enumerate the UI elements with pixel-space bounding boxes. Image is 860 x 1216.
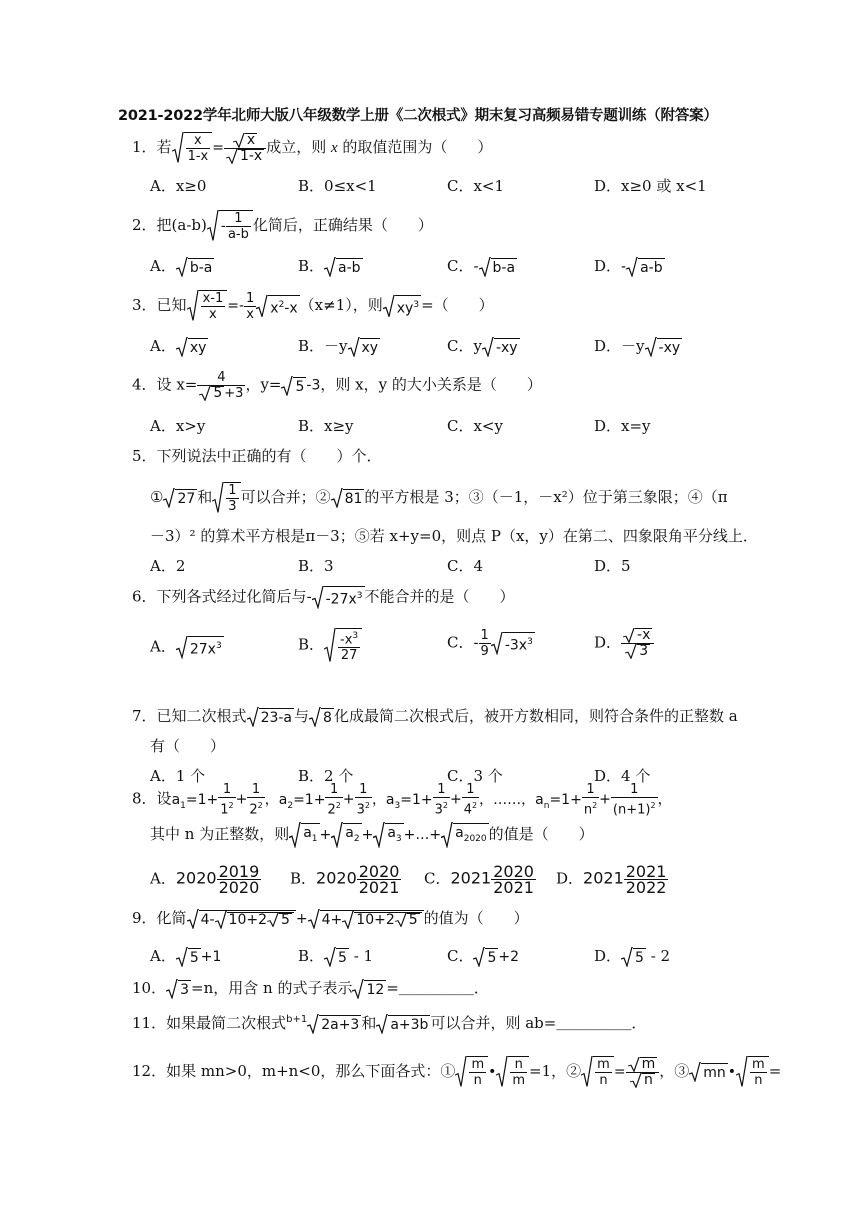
- question-text: 已知: [156, 296, 187, 314]
- question-text: 化简: [156, 909, 187, 927]
- document-title: 2021-2022学年北师大版八年级数学上册《二次根式》期末复习高频易错专题训练（附答案）: [118, 108, 718, 124]
- question-text: 化成最简二次根式后，被开方数相同，则符合条件的正整数 a: [333, 707, 738, 725]
- option-c[interactable]: C．2021 $\frac{2020}{2021}$: [424, 862, 534, 897]
- option-b[interactable]: B．2 个: [298, 767, 354, 785]
- option-b[interactable]: B． $\frac{-x^3}{27}$: [298, 628, 362, 663]
- question-number: 5．: [132, 447, 157, 465]
- option-a[interactable]: A．x≥0: [150, 177, 207, 195]
- option-b[interactable]: B． 5 - 1: [298, 947, 374, 966]
- question-1: 1．若 $\frac{x}{1-x}$ = $\frac{x}{1-x}$ 成立，则 x 的取值范围为（ ）: [132, 131, 493, 164]
- variable: x: [330, 140, 338, 156]
- option-b[interactable]: B．3: [298, 557, 334, 575]
- option-b[interactable]: B．－y xy: [298, 337, 379, 356]
- sqrt-expression: $\frac{x-1}{x}$: [187, 290, 228, 322]
- option-c[interactable]: C． 5 +2: [447, 947, 520, 966]
- option-a[interactable]: A． xy: [150, 337, 207, 356]
- question-number: 2．: [132, 216, 157, 234]
- question-text: 其中 n 为正整数，则: [150, 824, 290, 843]
- question-text: 设 x=: [156, 375, 198, 394]
- option-a[interactable]: A．2020 $\frac{2019}{2020}$: [150, 862, 260, 897]
- question-text: 成立，则: [266, 138, 331, 156]
- question-12: 12．如果 mn>0，m+n<0，那么下面各式：① $\frac{m}{n}$ • $\frac{n}{m}$ =1，② $\frac{m}{n}$ = $\frac{m}{n}$ ，③ mn • $\frac{m}{n}$ =: [132, 1055, 782, 1088]
- option-d[interactable]: D． $\frac{-x}{3}$: [594, 628, 654, 659]
- option-b[interactable]: B． a-b: [298, 257, 361, 276]
- option-c[interactable]: C．- $\frac{1}{9}$ $-3x^3$: [447, 628, 533, 659]
- question-text: 若: [156, 138, 172, 156]
- question-text: 下列各式经过化简后与: [156, 587, 307, 606]
- question-text: 把(a-b): [156, 216, 207, 234]
- question-number: 8．: [132, 789, 157, 808]
- answer-blank[interactable]: =＿＿＿＿＿．: [386, 979, 489, 997]
- question-text: 可以合并，则 ab=＿＿＿＿＿．: [430, 1014, 647, 1032]
- option-d[interactable]: D．5: [594, 557, 631, 575]
- question-5: [132, 446, 382, 466]
- question-number: 12．: [132, 1062, 167, 1080]
- question-number: 4．: [132, 375, 157, 394]
- option-c[interactable]: C．- b-a: [447, 257, 516, 276]
- option-a[interactable]: A． b-a: [150, 257, 213, 276]
- question-text: 如果最简二次根式: [166, 1014, 287, 1032]
- question-4: 4．设 x= $\frac{4}{5 +3}$ ，y= 5 -3，则 x，y 的大小关系是（ ）: [132, 370, 542, 401]
- question-text: ，则 x，y 的大小关系是（ ）: [320, 375, 542, 394]
- question-8: 8．设$a_1=1+$ $\frac{1}{1^2}$ + $\frac{1}{2^2}$ ，$a_2=1+$ $\frac{1}{2^2}$ + $\frac{1}{3^2}$ ，$a_3=1+$ $\frac{1}{3^2}$ + $\frac{1}{4^2}$ ，……，$a_n=1+$ $\frac{1}{n^2}$ + $\frac{1}{(n+1)^2}$ ，: [132, 782, 673, 818]
- option-d[interactable]: D． 5 - 2: [594, 947, 671, 966]
- option-b[interactable]: B．x≥y: [298, 417, 354, 435]
- sqrt-expression: - $\frac{1}{a-b}$: [207, 210, 253, 242]
- question-6: 6．下列各式经过化简后与- $-27x^3$ 不能合并的是（ ）: [132, 587, 515, 608]
- question-3: 3．已知 $\frac{x-1}{x}$ =- $\frac{1}{x}$ $x^2-x$ （x≠1），则 $xy^3$ =（ ）: [132, 290, 494, 322]
- fraction: $\frac{x}{1-x}$: [224, 133, 266, 164]
- question-text: 设: [156, 789, 172, 808]
- question-number: 6．: [132, 587, 157, 606]
- question-5-statements: ① 27 和 $\frac{1}{3}$ 可以合并；② 81 的平方根是 3；③（－1，－x²）位于第三象限；④（π: [150, 483, 728, 514]
- question-number: 10．: [132, 979, 167, 997]
- option-d[interactable]: D．－y -xy: [594, 337, 681, 356]
- question-9: 9．化简 4- 10+2 5 + 4+ 10+2 5 的值为（ ）: [132, 909, 529, 928]
- question-11: 11．如果最简二次根式$^{b+1}$ 2a+3 和 a+3b 可以合并，则 ab=＿＿＿＿＿．: [132, 1014, 647, 1033]
- question-text: =1，②: [529, 1062, 582, 1080]
- option-a[interactable]: A．1 个: [150, 767, 206, 785]
- option-a[interactable]: A．x>y: [150, 417, 206, 435]
- question-8-cont: 其中 n 为正整数，则 $a_1$ + $a_2$ + $a_3$ +…+ $a_{2020}$ 的值是（ ）: [150, 822, 594, 848]
- option-c[interactable]: C．x<y: [447, 417, 503, 435]
- option-d[interactable]: D．2021 $\frac{2021}{2022}$: [556, 862, 667, 897]
- question-text: =n，用含 n 的式子表示: [191, 979, 353, 997]
- option-c[interactable]: C．3 个: [447, 767, 503, 785]
- option-a[interactable]: A． 5 +1: [150, 947, 222, 966]
- option-c[interactable]: C．y -xy: [447, 337, 518, 356]
- question-text: 如果 mn>0，m+n<0，那么下面各式：①: [166, 1062, 456, 1080]
- question-7: 7．已知二次根式 23-a 与 8 化成最简二次根式后，被开方数相同，则符合条件的正整数 a: [132, 707, 738, 726]
- question-2: [132, 210, 433, 242]
- question-7-cont: 有（ ）: [150, 737, 226, 755]
- question-text: =（ ）: [421, 296, 494, 314]
- question-text: 化简后，正确结果（ ）: [252, 216, 433, 234]
- question-text: 下列说法中正确的有（ ）个．: [156, 447, 382, 465]
- question-text: 不能合并的是（ ）: [364, 587, 515, 606]
- question-text: 和: [361, 1014, 377, 1032]
- option-c[interactable]: C．x<1: [447, 177, 505, 195]
- question-number: 7．: [132, 707, 157, 725]
- option-d[interactable]: D．x≥0 或 x<1: [594, 177, 707, 195]
- option-a[interactable]: A． $27x^3$: [150, 637, 222, 658]
- question-number: 1．: [132, 138, 157, 156]
- option-a[interactable]: A．2: [150, 557, 186, 575]
- question-number: 3．: [132, 296, 157, 314]
- option-c[interactable]: C．4: [447, 557, 484, 575]
- question-text: 已知二次根式: [156, 707, 247, 725]
- sqrt-expression: $\frac{x}{1-x}$: [172, 132, 213, 164]
- question-10: 10． 3 =n，用含 n 的式子表示 12 =＿＿＿＿＿．: [132, 979, 489, 998]
- option-b[interactable]: B．2020 $\frac{2020}{2021}$: [290, 862, 400, 897]
- question-5-statements-cont: －3）² 的算术平方根是π－3；⑤若 x+y=0，则点 P（x，y）在第二、四象限角平分线上．: [150, 527, 758, 545]
- question-number: 9．: [132, 909, 157, 927]
- option-d[interactable]: D．x=y: [594, 417, 651, 435]
- question-text: ，: [657, 789, 673, 808]
- question-text: 的值为（ ）: [423, 909, 529, 927]
- question-text: 的取值范围为（ ）: [337, 138, 493, 156]
- question-text: ，y=: [245, 375, 282, 394]
- option-d[interactable]: D．- a-b: [594, 257, 663, 276]
- option-d[interactable]: D．4 个: [594, 767, 651, 785]
- question-number: 11．: [132, 1014, 167, 1032]
- question-text: ，③: [659, 1062, 690, 1080]
- question-text: （x≠1），则: [299, 296, 383, 314]
- question-text: =: [768, 1062, 782, 1080]
- question-text: 的值是（ ）: [488, 824, 594, 843]
- option-b[interactable]: B．0≤x<1: [298, 177, 377, 195]
- question-text: 与: [294, 707, 310, 725]
